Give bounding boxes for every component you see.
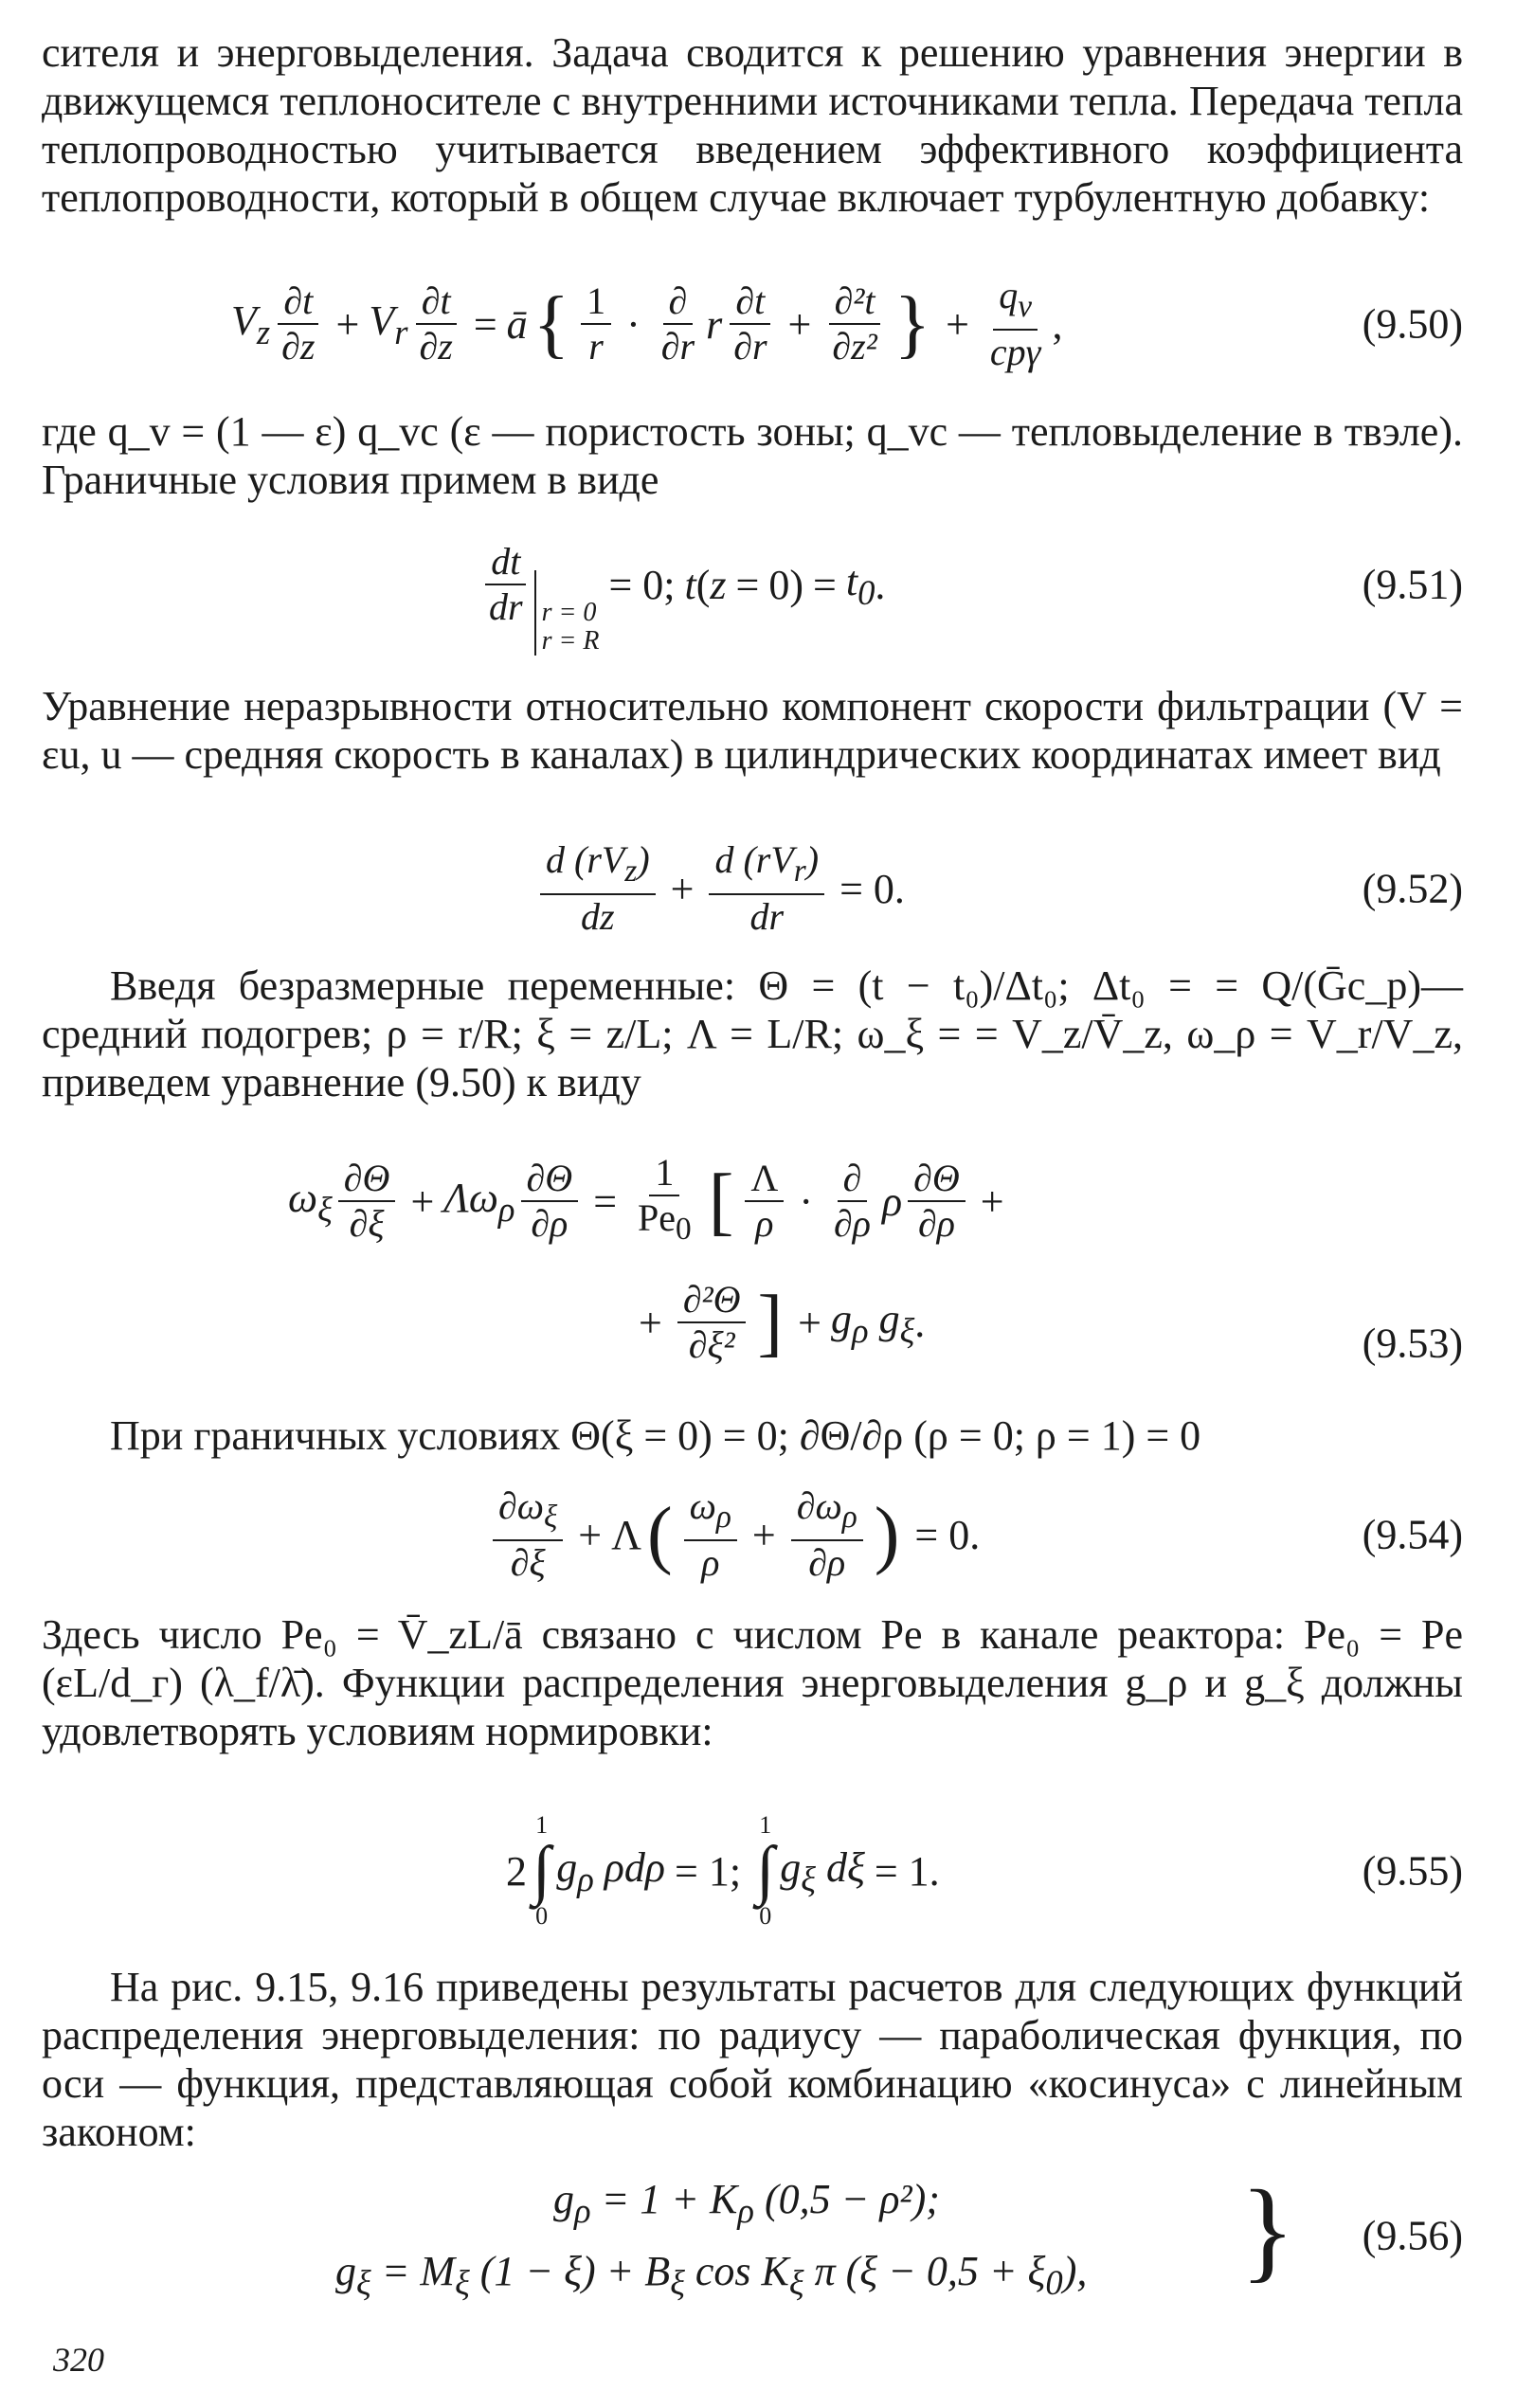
equation-9-56: $g_\rho = 1 + K_\rho$ (0,5 − ρ²); $g_\xi = M_\xi$ $(1 - \xi) + B_\xi$ $\cos K_\xi$ π $(\xi - 0,5 + \xi_0)$, } (9.56)	[335, 2166, 1463, 2302]
equation-number: (9.54)	[1362, 1511, 1463, 1558]
equation-number: (9.52)	[1362, 865, 1463, 912]
equation-number: (9.51)	[1362, 561, 1463, 608]
paragraph-energy-equation-intro: сителя и энерговыделения. Задача сводится к решению уравнения энергии в движущемся теплоносителе с внутренними источниками тепла. Передача тепла теплопроводностью учитывается введением эффективного коэффициента теплопроводности, который в общем случае включает турбулентную добавку:	[42, 29, 1463, 221]
paragraph-calculation-results: На рис. 9.15, 9.16 приведены результаты расчетов для следующих функций распределения энерговыделения: по радиусу — параболическая функция, по оси — функция, представляющая собой комбинацию «косинуса» с линейным законом:	[42, 1964, 1463, 2155]
equation-9-53-continued: + $\frac{\text{∂²Θ}}{\text{∂ξ²}}$ ] + $g_\rho$ $g_\xi$ .	[639, 1278, 926, 1366]
equation-number: (9.56)	[1362, 2212, 1463, 2259]
equation-9-55: 2 1 ∫ 0 $g_\rho$ ρdρ = 1; 1 ∫ 0 $g_\xi$ dξ = 1. (9.55)	[506, 1811, 1463, 1930]
equation-9-54: $\frac{\partial\omega_\xi}{\partial\xi}$ + Λ ( $\frac{\omega_\rho}{\rho}$ + $\frac{\partial\omega_\rho}{\partial\rho}$ ) = 0. (9.54)	[42, 1487, 1463, 1582]
equation-9-53: $\omega_\xi$ $\frac{\partial\Theta}{\partial\xi}$ + $\Lambda\omega_\rho$ $\frac{\partial\Theta}{\partial\rho}$ = $\frac{1}{Pe_0}$ [ $\frac{\Lambda}{\rho}$ · $\frac{\partial}{\partial\rho}$ ρ $\frac{\partial\Theta}{\partial\rho}$ + (9.53)	[288, 1151, 1463, 1367]
paragraph-dimensionless-variables: Введя безразмерные переменные: Θ = (t − t₀)/Δt₀; Δt₀ = = Q/(Ḡc_p)—средний подогрев; ρ = r/R; ξ = z/L; Λ = L/R; ω_ξ = = V_z/V̄_z, ω_ρ = V_r/V_z, приведем уравнение (9.50) к виду	[42, 962, 1463, 1105]
page-number: 320	[53, 2341, 104, 2379]
equation-9-50: $V_z$ $\frac{\partial t}{\partial z}$ + $V_r$ $\frac{\partial t}{\partial z}$ = ā { $\frac{1}{r}$ · $\frac{\partial}{\partial r}$ r $\frac{\partial t}{\partial r}$ + $\frac{\text{∂²t}}{\text{∂z²}}$ } + $\frac{q_v}{\text{cpγ}}$ , (9.50)	[231, 274, 1463, 373]
paragraph-boundary-conditions: где q_v = (1 — ε) q_vc (ε — пористость зоны; q_vc — тепловыделение в твэле). Граничные условия примем в виде	[42, 408, 1463, 503]
equation-9-51: $\frac{dt}{dr}$ r = 0 r = R = 0; t ( z = 0) = $t_0$ . (9.51)	[42, 523, 1463, 646]
paragraph-continuity-equation: Уравнение неразрывности относительно компонент скорости фильтрации (V = εu, u — средняя скорость в каналах) в цилиндрических координатах имеет вид	[42, 683, 1463, 778]
equation-number: (9.50)	[1362, 300, 1463, 348]
equation-number: (9.53)	[1362, 1320, 1463, 1367]
equation-9-52: $\frac{d (rV_z)}{dz}$ + $\frac{d (rV_r)}{dr}$ = 0. (9.52)	[42, 841, 1463, 936]
paragraph-boundary-conditions-dimensionless: При граничных условиях Θ(ξ = 0) = 0; ∂Θ/∂ρ (ρ = 0; ρ = 1) = 0	[110, 1412, 1201, 1459]
equation-number: (9.55)	[1362, 1847, 1463, 1895]
paragraph-peclet-number: Здесь число Pe₀ = V̄_zL/ā связано с числом Pe в канале реактора: Pe₀ = Pe (εL/d_г) (λ_f/λ̄). Функции распределения энерговыделения g_ρ и g_ξ должны удовлетворять условиям нормировки:	[42, 1611, 1463, 1754]
